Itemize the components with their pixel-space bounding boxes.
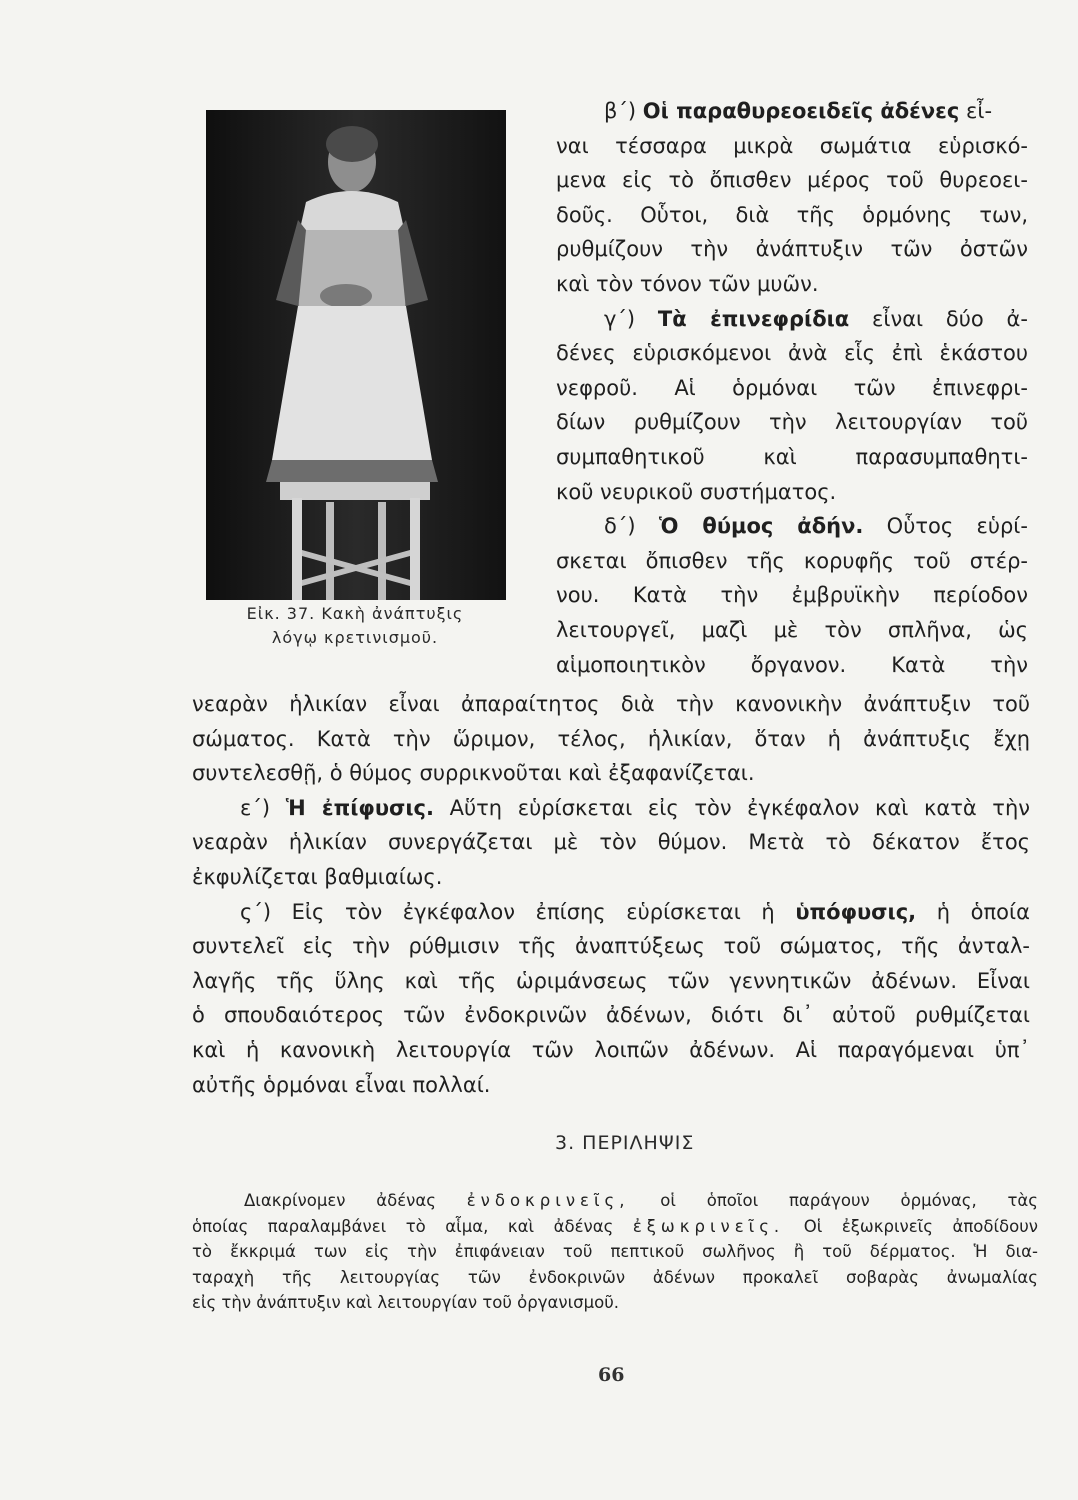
- text-run: εἶναι δύο ἀ-: [872, 306, 1028, 331]
- text-run: Οὗτος εὑρί-: [886, 514, 1028, 539]
- item-marker: ς΄): [240, 899, 272, 924]
- section-heading: 3. ΠΕΡΙΛΗΨΙΣ: [555, 1132, 695, 1154]
- paragraph-thymus-continued: [192, 687, 1030, 791]
- term-bold: Οἱ παραθυρεοειδεῖς ἀδένες: [642, 99, 960, 123]
- term-spaced: ἐξωκρινεῖς.: [632, 1216, 785, 1236]
- text-line: ὁ σπουδαιότερος τῶν ἐνδοκρινῶν ἀδένων, διότι δι᾽ αὐτοῦ ρυθμίζεται: [192, 1003, 1030, 1028]
- item-marker: ε΄): [240, 795, 271, 820]
- paragraph-thymus: [556, 509, 1028, 682]
- term-bold: Τὰ ἐπινεφρίδια: [657, 306, 850, 331]
- paragraph-adrenals: [556, 302, 1028, 510]
- text-line: λειτουργεῖ, μαζὶ μὲ τὸν σπλῆνα, ὡς: [556, 617, 1028, 642]
- text-line: καὶ ἡ κανονικὴ λειτουργία τῶν λοιπῶν ἀδένων. Αἱ παραγόμεναι ὑπ᾽: [192, 1037, 1030, 1062]
- text-run: εἶ-: [966, 99, 993, 123]
- term-bold: ὑπόφυσις,: [795, 899, 917, 924]
- text-line: αἱμοποιητικὸν ὄργανον. Κατὰ τὴν: [556, 652, 1028, 677]
- text-line: νεαρὰν ἡλικίαν συνεργάζεται μὲ τὸν θύμον. Μετὰ τὸ δέκατον ἔτος: [192, 830, 1030, 855]
- text-run: Αὕτη εὑρίσκεται εἰς τὸν ἐγκέφαλον καὶ κατὰ τὴν: [449, 795, 1030, 820]
- term-bold: Ὁ θύμος ἀδήν.: [658, 514, 864, 539]
- term-spaced: ἐνδοκρινεῖς,: [466, 1191, 630, 1210]
- full-width-text: [192, 687, 1030, 1102]
- item-marker: δ΄): [604, 514, 636, 539]
- text-line: σώματος. Κατὰ τὴν ὥριμον, τέλος, ἡλικίαν, ὅταν ἡ ἀνάπτυξις ἔχῃ: [192, 726, 1030, 751]
- term-bold: Ἡ ἐπίφυσις.: [285, 795, 434, 820]
- text-line: ναι τέσσαρα μικρὰ σωμάτια εὑρισκό-: [556, 133, 1028, 158]
- item-marker: β΄): [604, 99, 637, 123]
- right-column-text: [556, 94, 1028, 682]
- text-line: ἐκφυλίζεται βαθμιαίως.: [192, 864, 443, 889]
- paragraph-pineal: [192, 791, 1030, 895]
- text-line: κοῦ νευρικοῦ συστήματος.: [556, 479, 837, 504]
- text-line: δοῦς. Οὗτοι, διὰ τῆς ὁρμόνης των,: [556, 202, 1028, 227]
- text-line: μενα εἰς τὸ ὄπισθεν μέρος τοῦ θυρεοει-: [556, 168, 1028, 193]
- text-line: καὶ τὸν τόνον τῶν μυῶν.: [556, 271, 819, 296]
- paragraph-parathyroid: [556, 94, 1028, 302]
- text-line: δίων ρυθμίζουν τὴν λειτουργίαν τοῦ: [556, 410, 1028, 435]
- page-number: 66: [598, 1364, 625, 1386]
- caption-line: Εἰκ. 37. Κακὴ ἀνάπτυξις: [246, 604, 464, 623]
- figure-caption: [190, 602, 520, 650]
- text-line: συντελεσθῇ, ὁ θύμος συρρικνοῦται καὶ ἐξαφανίζεται.: [192, 761, 755, 786]
- text-run: ἡ ὁποία: [936, 899, 1030, 924]
- text-run: οἱ ὁποῖοι παράγουν ὁρμόνας, τὰς: [660, 1191, 1038, 1210]
- text-line: δένες εὑρισκόμενοι ἀνὰ εἷς ἐπὶ ἑκάστου: [556, 341, 1028, 366]
- caption-line: λόγῳ κρετινισμοῦ.: [271, 628, 439, 647]
- text-line: νεαρὰν ἡλικίαν εἶναι ἀπαραίτητος διὰ τὴν κανονικὴν ἀνάπτυξιν τοῦ: [192, 692, 1030, 716]
- item-marker: γ΄): [604, 306, 636, 331]
- summary-text: [192, 1188, 1038, 1316]
- text-run: Εἰς τὸν ἐγκέφαλον ἐπίσης εὑρίσκεται ἡ: [291, 899, 775, 924]
- text-line: αὐτῆς ὁρμόναι εἶναι πολλαί.: [192, 1072, 491, 1097]
- child-photograph: [206, 110, 506, 600]
- text-line: ρυθμίζουν τὴν ἀνάπτυξιν τῶν ὀστῶν: [556, 237, 1028, 262]
- text-line: συμπαθητικοῦ καὶ παρασυμπαθητι-: [556, 444, 1028, 469]
- figure-photo: [206, 110, 506, 600]
- paragraph-pituitary: [192, 895, 1030, 1103]
- text-line: νεφροῦ. Αἱ ὁρμόναι τῶν ἐπινεφρι-: [556, 375, 1028, 400]
- text-run: Οἱ ἐξωκρινεῖς ἀποδίδουν: [803, 1216, 1038, 1236]
- text-run: ὁποίας παραλαμβάνει τὸ αἷμα, καὶ ἀδένας: [192, 1216, 614, 1236]
- text-run: Διακρίνομεν ἀδένας: [244, 1191, 436, 1210]
- text-line: νου. Κατὰ τὴν ἐμβρυϊκὴν περίοδον: [556, 583, 1028, 608]
- text-line: λαγῆς τῆς ὕλης καὶ τῆς ὡριμάνσεως τῶν γεννητικῶν ἀδένων. Εἶναι: [192, 968, 1030, 993]
- text-line: ταραχὴ τῆς λειτουργίας τῶν ἐνδοκρινῶν ἀδένων προκαλεῖ σοβαρὰς ἀνωμαλίας: [192, 1267, 1038, 1287]
- text-line: εἰς τὴν ἀνάπτυξιν καὶ λειτουργίαν τοῦ ὀργανισμοῦ.: [192, 1293, 620, 1312]
- text-line: συντελεῖ εἰς τὴν ρύθμισιν τῆς ἀναπτύξεως τοῦ σώματος, τῆς ἀνταλ-: [192, 934, 1030, 959]
- text-line: τὸ ἔκκριμά των εἰς τὴν ἐπιφάνειαν τοῦ πεπτικοῦ σωλῆνος ἢ τοῦ δέρματος. Ἡ δια-: [192, 1242, 1038, 1261]
- text-line: σκεται ὄπισθεν τῆς κορυφῆς τοῦ στέρ-: [556, 548, 1028, 573]
